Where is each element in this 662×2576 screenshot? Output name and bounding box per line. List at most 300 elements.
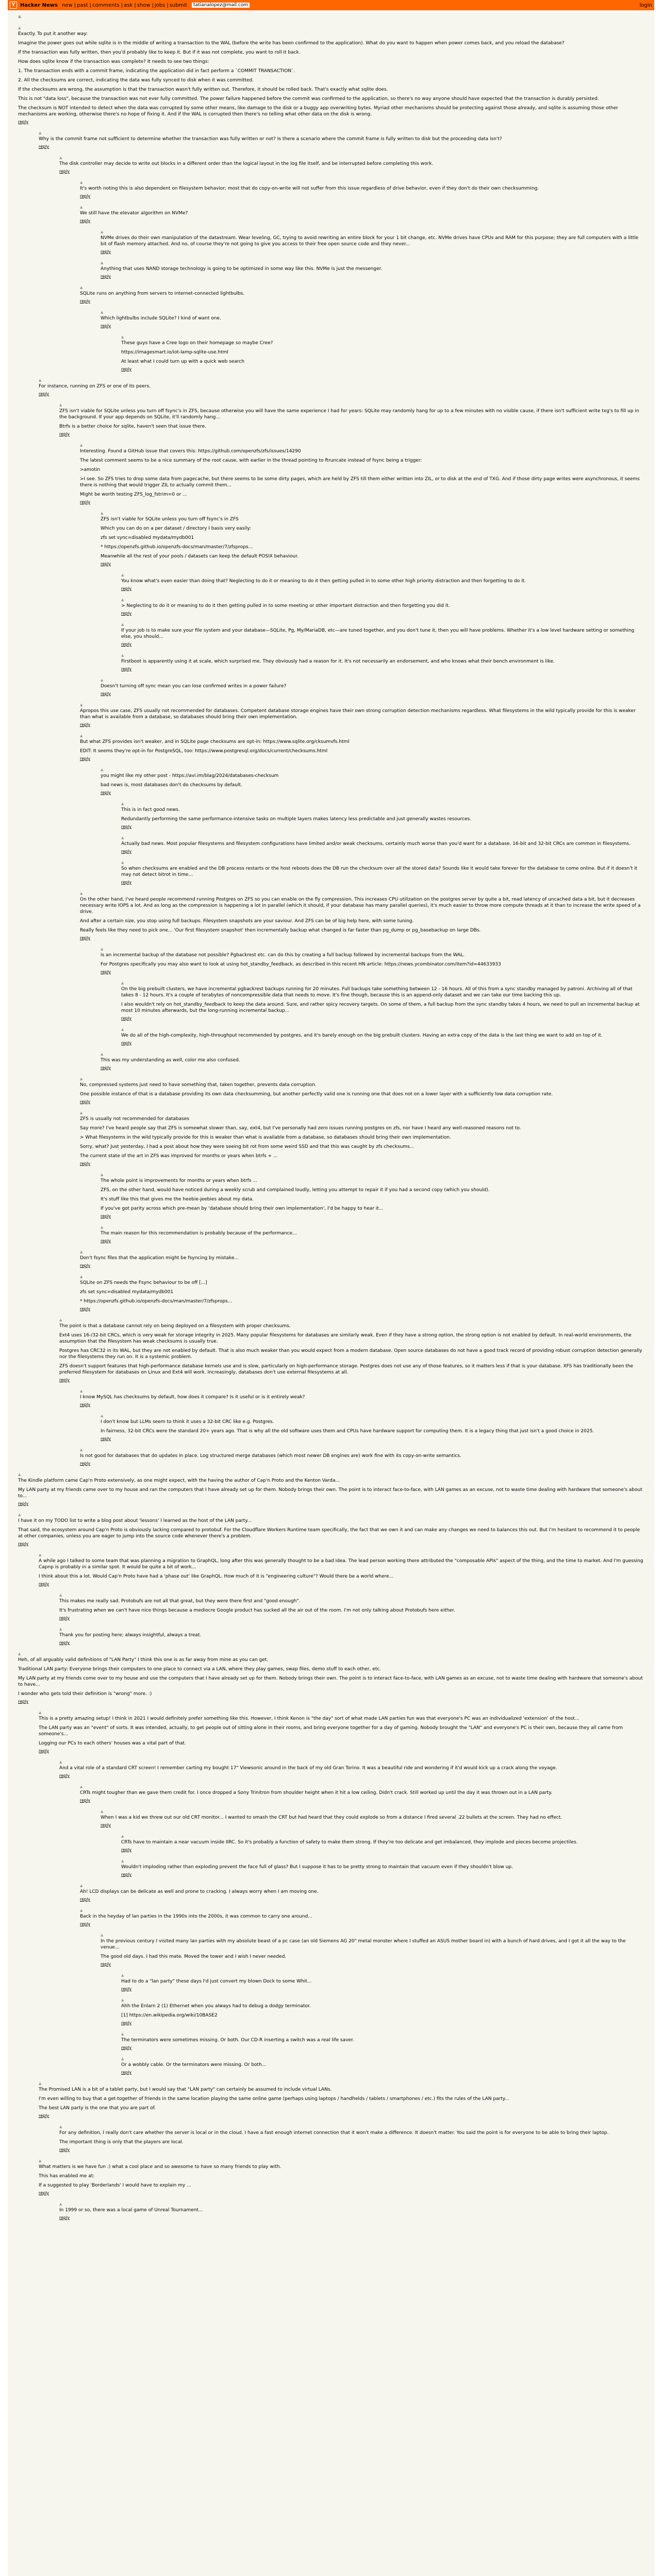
comment-header xyxy=(59,1626,644,1632)
comment-header xyxy=(80,1388,644,1394)
site-name[interactable]: Hacker News xyxy=(20,2,58,8)
comment-paragraph: ZFS doesn't support features that high-performance database kernels use and is slow, particularly on high-performance storage. Postgres does not use any of those features, so it matters less if that is your database. XFS has traditionally been the preferred filesystem for databases on Linux and Ext4 will work. Increasingly, databases don't use external filesystems at all. xyxy=(59,1364,634,1375)
comment-body xyxy=(101,315,644,321)
upvote-icon[interactable]: ▲ xyxy=(39,2159,42,2163)
upvote-icon[interactable]: ▲ xyxy=(121,836,124,840)
comment-header xyxy=(39,2158,644,2164)
comment-body xyxy=(59,1323,644,1376)
comment xyxy=(121,860,644,888)
comment xyxy=(101,767,644,798)
upvote-icon[interactable]: ▲ xyxy=(80,734,83,738)
comment-header xyxy=(80,891,644,896)
comment xyxy=(39,1552,644,1589)
comment-paragraph: Sorry, what? Just yesterday, I had a post about how they were seeing bit rot from some weird SSD and that this was caught by zfs checksums... xyxy=(80,1144,415,1149)
comment xyxy=(121,980,644,1024)
upvote-icon[interactable]: ▲ xyxy=(18,14,22,19)
nav-link-show[interactable]: show xyxy=(137,2,151,8)
upvote-icon[interactable]: ▲ xyxy=(80,1111,83,1115)
reply-link[interactable]: reply xyxy=(39,1749,49,1753)
comment-paragraph: Imagine the power goes out while sqlite is in the middle of writing a transaction to the WAL (before the write has been confirmed to the application). What do you want to happen when power comes back, and you reload the database? xyxy=(18,41,565,46)
reply-link[interactable]: reply xyxy=(101,324,111,328)
upvote-icon[interactable]: ▲ xyxy=(80,1250,83,1254)
comment-body xyxy=(80,1082,644,1097)
reply-link[interactable]: reply xyxy=(101,790,111,795)
comment-paragraph: But what ZFS provides isn't weaker, and in SQLite page checksums are opt-in: https://www.sqlite.org/cksumvfs.html xyxy=(80,739,350,744)
upvote-icon[interactable]: ▲ xyxy=(18,26,21,30)
comment-paragraph: > What filesystems in the wild typically provide for this is weaker than what is available from a database, so databases should bring their own implementation. xyxy=(80,1135,451,1140)
upvote-icon[interactable]: ▲ xyxy=(121,653,124,657)
comment-paragraph: We still have the elevator algorithm on NVMe? xyxy=(80,211,188,216)
comment xyxy=(80,443,644,507)
comment-paragraph: 1. The transaction ends with a commit frame, indicating the application did in fact perform a `COMMIT TRANSACTION`. xyxy=(18,69,295,74)
upvote-icon[interactable]: ▲ xyxy=(39,378,42,382)
comment-paragraph: Firstboot is apparently using it at scale, which surprised me. They obviously had a reason for it. It's not necessarily an endorsement, and who knows what their bench environment is like. xyxy=(121,659,555,664)
upvote-icon[interactable]: ▲ xyxy=(101,1414,104,1418)
nav-link-submit[interactable]: submit xyxy=(169,2,188,8)
reply-link[interactable]: reply xyxy=(121,1016,132,1021)
upvote-icon[interactable]: ▲ xyxy=(59,1760,62,1764)
comment-header xyxy=(121,1973,644,1978)
comment-header xyxy=(101,946,644,952)
reply-link[interactable]: reply xyxy=(59,169,70,174)
reply-link[interactable]: reply xyxy=(18,1699,29,1704)
comment-paragraph: The disk controller may decide to write out blocks in a different order than the logical layout in the log file itself, and be interrupted before completing this work. xyxy=(59,161,434,166)
upvote-icon[interactable]: ▲ xyxy=(80,1908,83,1912)
upvote-icon[interactable]: ▲ xyxy=(59,1627,62,1631)
comment xyxy=(121,1834,644,1855)
upvote-icon[interactable]: ▲ xyxy=(18,1472,21,1477)
upvote-icon[interactable]: ▲ xyxy=(121,2032,124,2036)
reply-link[interactable]: reply xyxy=(101,1823,111,1827)
comment xyxy=(121,334,644,375)
reply-link[interactable]: reply xyxy=(121,880,132,885)
comment-paragraph: Thank you for posting here; always insightful, always a treat. xyxy=(59,1633,202,1638)
reply-link[interactable]: reply xyxy=(39,1582,49,1586)
upvote-icon[interactable]: ▲ xyxy=(80,891,83,895)
upvote-icon[interactable]: ▲ xyxy=(59,2125,62,2129)
reply-link[interactable]: reply xyxy=(121,667,132,671)
upvote-icon[interactable]: ▲ xyxy=(121,860,124,865)
reply-link[interactable]: reply xyxy=(121,2070,132,2075)
comment-paragraph: SQLite on ZFS needs the Fsync behaviour to be off [...] xyxy=(80,1280,207,1285)
nav-separator: | xyxy=(167,2,169,8)
reply-link[interactable]: reply xyxy=(18,1501,29,1506)
reply-link[interactable]: reply xyxy=(121,824,132,829)
reply-link[interactable]: reply xyxy=(121,1848,132,1852)
comment-header xyxy=(121,835,644,841)
comment-paragraph: Apropos this use case, ZFS usually not recommended for databases. Competent database storage engines have their own strong corruption detection mechanisms regardless. What filesystems in the wild typically provide for this is weaker than what is available from a database, so databases should bring their own implementation. xyxy=(80,708,636,720)
comment-body xyxy=(121,2037,644,2043)
upvote-icon[interactable]: ▲ xyxy=(121,981,124,985)
comment-paragraph: Interesting. Found a GitHub issue that covers this: https://github.com/openzfs/zfs/issues/14290 xyxy=(80,449,301,454)
comment-paragraph: Meanwhile all the rest of your pools / datasets can keep the default POSIX behaviour. xyxy=(101,554,299,559)
comment-paragraph: For any definition, I really don't care whether the server is local or in the cloud. I have a fast enough internet connection that it won't make a difference. It doesn't matter. You said the point is for everyone to be able to bring their laptop. xyxy=(59,2130,609,2136)
comment-header xyxy=(80,285,644,291)
upvote-icon[interactable]: ▲ xyxy=(121,2057,124,2061)
reply-link[interactable]: reply xyxy=(80,1099,91,1104)
reply-link[interactable]: reply xyxy=(80,936,91,940)
comment xyxy=(18,1651,644,1707)
upvote-icon[interactable]: ▲ xyxy=(80,703,83,707)
comment xyxy=(39,2081,644,2121)
upvote-icon[interactable]: ▲ xyxy=(121,1998,124,2002)
comment-body xyxy=(80,185,644,192)
comment xyxy=(59,402,644,439)
comment-header xyxy=(101,1052,644,1057)
upvote-icon[interactable]: ▲ xyxy=(121,1027,124,1031)
comment-header xyxy=(80,1249,644,1255)
upvote-icon[interactable]: ▲ xyxy=(18,1513,21,1517)
comment xyxy=(101,260,644,282)
comment-body xyxy=(59,2130,644,2145)
comment-paragraph: And after a certain size, you stop using full backups. Filesystem snapshots are your saviour. And ZFS can be of big help here, with some tuning. xyxy=(80,919,414,924)
comment xyxy=(80,1076,644,1107)
comment-paragraph: ZFS is usually not recommended for databases xyxy=(80,1116,189,1122)
upvote-icon[interactable]: ▲ xyxy=(121,802,124,806)
comment-body xyxy=(121,1032,644,1039)
upvote-icon[interactable]: ▲ xyxy=(39,131,42,135)
upvote-icon[interactable]: ▲ xyxy=(101,1225,104,1229)
comment-body xyxy=(18,31,644,117)
upvote-icon[interactable]: ▲ xyxy=(18,1652,21,1656)
reply-link[interactable]: reply xyxy=(80,1922,91,1926)
reply-link[interactable]: reply xyxy=(80,722,91,727)
comment-paragraph: I think about this a lot. Would Cap'n Proto have had a 'phase out' like GraphQL. How much of it is "engineering culture"? Would there be a world where... xyxy=(39,1574,394,1579)
comment-paragraph: The Promised LAN is a bit of a tablet party, but I would say that "LAN party" can certainly be assumed to include virtual LANs. xyxy=(39,2087,332,2092)
comment-body xyxy=(121,658,644,665)
reply-link[interactable]: reply xyxy=(121,849,132,854)
upvote-icon[interactable]: ▲ xyxy=(101,261,104,265)
upvote-icon[interactable]: ▲ xyxy=(59,156,62,160)
reply-link[interactable]: reply xyxy=(80,500,91,504)
upvote-icon[interactable]: ▲ xyxy=(121,1834,124,1838)
upvote-icon[interactable]: ▲ xyxy=(101,310,104,314)
upvote-icon[interactable]: ▲ xyxy=(80,1884,83,1888)
upvote-icon[interactable]: ▲ xyxy=(39,2081,42,2086)
reply-link[interactable]: reply xyxy=(80,218,91,223)
comment xyxy=(121,1997,644,2028)
comment-paragraph: That said, the ecosystem around Cap'n Proto is obviously lacking compared to protobuf. For the Cloudflare Workers Runtime team specifically, the fact that we own it and can make any changes we need to balances this out. But I'm hesitant to recommend it to people at other companies, unless you are eager to jump into the source code whenever there's a problem. xyxy=(18,1528,640,1539)
upvote-icon[interactable]: ▲ xyxy=(80,1275,83,1279)
comment-paragraph: I wonder who gets told their definition is "wrong" more. :) xyxy=(18,1691,152,1697)
comment xyxy=(101,229,644,257)
comment-paragraph: Traditional LAN party: Everyone brings their computers to one place to connect via a LAN, where they play games, swap files, demo stuff to each other, etc. xyxy=(18,1667,382,1672)
reply-link[interactable]: reply xyxy=(121,642,132,647)
upvote-icon[interactable]: ▲ xyxy=(101,1173,104,1177)
upvote-icon[interactable]: ▲ xyxy=(80,180,83,184)
comment-paragraph: ZFS, on the other hand, would have noticed during a weekly scrub and complained loudly, letting you attempt to repair it if you had a second copy (which you should). xyxy=(101,1188,490,1193)
upvote-icon[interactable]: ▲ xyxy=(80,1389,83,1393)
reply-link[interactable]: reply xyxy=(80,1161,91,1166)
comment xyxy=(101,1225,644,1246)
comment-paragraph: For instance, running on ZFS or one of its peers. xyxy=(39,384,151,389)
nav-link-comments[interactable]: comments xyxy=(92,2,120,8)
comment-header xyxy=(101,310,644,315)
comment-paragraph: When I was a kid we threw out our old CRT monitor... I wanted to smash the CRT but had heard that they could explode so from a distance I fired several .22 bullets at the screen. They had no effect. xyxy=(101,1815,562,1820)
comment-paragraph: The main reason for this recommendation is probably because of the performance... xyxy=(101,1231,297,1236)
reply-link[interactable]: reply xyxy=(59,1378,70,1382)
user-email: tatianalopez@mail.com xyxy=(192,3,250,8)
comment xyxy=(80,733,644,764)
comment xyxy=(121,1973,644,1994)
reply-link[interactable]: reply xyxy=(101,274,111,279)
comment-header xyxy=(80,702,644,708)
reply-link[interactable]: reply xyxy=(121,2045,132,2050)
upvote-icon[interactable]: ▲ xyxy=(59,2202,62,2206)
comment-header xyxy=(59,1592,644,1598)
nav-separator: | xyxy=(74,2,76,8)
reply-link[interactable]: reply xyxy=(59,432,70,436)
nav-link-ask[interactable]: ask xyxy=(124,2,133,8)
comment-paragraph: Ahh the Enlarn 2 (1) Ethernet when you always had to debug a dodgy terminator. xyxy=(121,2004,311,2009)
comment-body xyxy=(80,1116,644,1159)
reply-link[interactable]: reply xyxy=(101,1214,111,1218)
upvote-icon[interactable]: ▲ xyxy=(121,598,124,602)
comment-paragraph: In fairness, 32-bit CRCs were the standard 20+ years ago. That is why all the old software uses them and CPUs have hardware support for computing them. It is a legacy thing that just isn't a good choice in 2025. xyxy=(101,1429,594,1434)
nav-link-new[interactable]: new xyxy=(61,2,73,8)
reply-link[interactable]: reply xyxy=(39,144,49,149)
comment-paragraph: Redundantly performing the same performance-intensive tasks on multiple layers makes latency less predictable and just generally wastes resources. xyxy=(121,817,472,822)
upvote-icon[interactable]: ▲ xyxy=(101,1052,104,1056)
reply-link[interactable]: reply xyxy=(80,1307,91,1311)
comment xyxy=(80,891,644,943)
comment-body xyxy=(39,136,644,142)
upvote-icon[interactable]: ▲ xyxy=(121,622,124,626)
comment-header xyxy=(39,2081,644,2087)
reply-link[interactable]: reply xyxy=(80,1402,91,1407)
comment-header xyxy=(59,1759,644,1765)
reply-link[interactable]: reply xyxy=(59,1773,70,1778)
comment-body xyxy=(59,2207,644,2213)
comment xyxy=(101,1413,644,1444)
reply-link[interactable]: reply xyxy=(80,756,91,761)
reply-link[interactable]: reply xyxy=(101,970,111,974)
comment xyxy=(39,2158,644,2198)
comment-header xyxy=(80,1076,644,1082)
y-logo-icon[interactable]: Y xyxy=(10,2,17,9)
upvote-icon[interactable]: ▲ xyxy=(101,947,104,951)
comment-header xyxy=(59,402,644,408)
comment xyxy=(121,2031,644,2053)
comment xyxy=(80,180,644,201)
comment-body xyxy=(80,1889,644,1895)
comment-header xyxy=(80,205,644,210)
comment-header xyxy=(121,2056,644,2062)
comment-body xyxy=(101,683,644,689)
upvote-icon[interactable]: ▲ xyxy=(39,1553,42,1557)
reply-link[interactable]: reply xyxy=(59,1616,70,1620)
comment-paragraph: No, compressed systems just need to have something that, taken together, prevents data corruption. xyxy=(80,1082,317,1088)
comment-header xyxy=(80,180,644,185)
reply-link[interactable]: reply xyxy=(101,562,111,566)
comment-body xyxy=(80,1280,644,1304)
comment-paragraph: Had to do a "lan party" these days I'd just convert my blown Dock to some Whit... xyxy=(121,1979,312,1984)
reply-link[interactable]: reply xyxy=(101,1239,111,1243)
comment xyxy=(121,835,644,857)
reply-link[interactable]: reply xyxy=(80,1461,91,1466)
comment-header xyxy=(80,1883,644,1889)
comment-paragraph: It's worth noting this is also dependent on filesystem behavior; most that do copy-on-write will not suffer from this issue regardless of drive behavior, even if they don't do their own checksumming. xyxy=(80,186,539,191)
comment-paragraph: Might be worth testing ZFS_log_fstrim=0 or ... xyxy=(80,492,187,497)
comment-paragraph: NVMe drives do their own manipulation of the datastream. Wear leveling, GC, trying to avoid rewriting an entire block for your 1 bit change, etc. NVMe drives have CPUs and RAM for this purpose; they are full computers with a little bit of flash memory attached. And no, of course they're not going to give you access to their free open source code and they never... xyxy=(101,235,639,247)
reply-link[interactable]: reply xyxy=(18,1541,29,1546)
reply-link[interactable]: reply xyxy=(121,1872,132,1877)
comment-paragraph: The point is that a database cannot rely on being deployed on a filesystem with proper checksums. xyxy=(59,1324,291,1329)
comment-paragraph: In the previous century I visited many lan parties with my absolute beast of a pc case (an old Siemens AG 20" metal monster where I stuffed an ASUS mother board in) with a bunch of hard drives, and I got it all the way to the venue... xyxy=(101,1939,626,1950)
comment xyxy=(121,801,644,832)
reply-link[interactable]: reply xyxy=(101,249,111,254)
comment xyxy=(39,1710,644,1756)
comment-header xyxy=(101,260,644,266)
reply-link[interactable]: reply xyxy=(101,1962,111,1967)
comment-paragraph: The checksum is NOT intended to detect when the data was corrupted by some other means, like damage to the disk or a buggy app overwriting bytes. Myriad other mechanisms should be protecting against those already, and sqlite is assuming those other mechanisms are working, otherwise there's no hope of fixing it. And if the WAL is corrupted then there's no telling what other data on the disk is wrong. xyxy=(18,106,618,117)
upvote-icon[interactable]: ▲ xyxy=(121,335,124,339)
comment-paragraph: https://imagesmart.io/iot-lamp-sqlite-use.html xyxy=(121,350,228,355)
comment-body xyxy=(101,1938,644,1960)
comment-paragraph: If the transaction was fully written, then you'd probably like to keep it. But if it was not complete, you want to roll it back. xyxy=(18,50,301,55)
comment-paragraph: Btrfs is a better choice for sqlite, haven't seen that issue there. xyxy=(59,424,207,429)
upvote-icon[interactable]: ▲ xyxy=(80,1448,83,1452)
comment-header xyxy=(80,1274,644,1280)
comment-body xyxy=(59,408,644,430)
upvote-icon[interactable]: ▲ xyxy=(101,511,104,515)
reply-link[interactable]: reply xyxy=(80,299,91,303)
comment-paragraph: * https://openzfs.github.io/openzfs-docs/man/master/7/zfsprops... xyxy=(80,1299,233,1304)
comment xyxy=(101,946,644,977)
comment-paragraph: Wouldn't imploding rather than exploding prevent the face full of glass? But I suppose it has to be pretty strong to maintain that vacuum even if they shouldn't blow up. xyxy=(121,1865,513,1870)
reply-link[interactable]: reply xyxy=(39,2191,49,2195)
comment xyxy=(39,378,644,399)
reply-link[interactable]: reply xyxy=(80,1897,91,1902)
comment-body xyxy=(80,896,644,934)
comment-paragraph: These guys have a Cree logo on their homepage so maybe Cree? xyxy=(121,341,273,346)
comment-paragraph: How does sqlite know if the transaction was complete? It needs to see two things: xyxy=(18,59,209,64)
upvote-icon[interactable]: ▲ xyxy=(101,1809,104,1814)
upvote-icon[interactable]: ▲ xyxy=(121,573,124,577)
comment-paragraph: bad news is, most databases don't do checksums by default. xyxy=(101,783,242,788)
upvote-icon[interactable]: ▲ xyxy=(121,1859,124,1863)
reply-link[interactable]: reply xyxy=(80,194,91,198)
nav-link-jobs[interactable]: jobs xyxy=(154,2,166,8)
upvote-icon[interactable]: ▲ xyxy=(80,1785,83,1789)
comment xyxy=(101,310,644,331)
upvote-icon[interactable]: ▲ xyxy=(80,443,83,447)
comment xyxy=(18,1472,644,1509)
comment-paragraph: you might like my other post - https://avi.im/blag/2024/databases-checksum xyxy=(101,773,279,778)
upvote-icon[interactable]: ▲ xyxy=(59,1318,62,1322)
comment-paragraph: This has enabled me at: xyxy=(39,2174,95,2179)
comment-paragraph: We do all of the high-complexity, high-throughput recommended by postgres, and it's barely enough on the big prebuilt clusters. Having an extra copy of the data is the last thing we want to add on top of it. xyxy=(121,1033,603,1038)
comment-tree xyxy=(8,25,654,2223)
comment-paragraph: The latest comment seems to be a nice summary of the root cause, with earlier in the thread pointing to ftruncate instead of fsync being a trigger: xyxy=(80,458,422,463)
comment-header xyxy=(101,1809,644,1815)
comment-paragraph: I don't know but LLMs seem to think it uses a 32-bit CRC like e.g. Postgres. xyxy=(101,1419,274,1425)
reply-link[interactable]: reply xyxy=(101,1436,111,1441)
upvote-icon[interactable]: ▲ xyxy=(101,230,104,234)
reply-link[interactable]: reply xyxy=(39,392,49,396)
comment-body xyxy=(121,807,644,822)
reply-link[interactable]: reply xyxy=(121,586,132,591)
upvote-icon[interactable]: ▲ xyxy=(101,1933,104,1937)
comment xyxy=(80,285,644,307)
reply-link[interactable]: reply xyxy=(121,367,132,371)
comment-header xyxy=(59,155,644,161)
reply-link[interactable]: reply xyxy=(39,2113,49,2118)
reply-link[interactable]: reply xyxy=(59,1640,70,1645)
comment xyxy=(59,1317,644,1385)
comment-paragraph: At least what I could turn up with a quick web search xyxy=(121,359,244,364)
upvote-icon[interactable]: ▲ xyxy=(80,1077,83,1081)
upvote-icon[interactable]: ▲ xyxy=(59,403,62,407)
comment-paragraph: CRTs have to maintain a near vacuum inside IIRC. So it's probably a function of safety to make them strong. If they're too delicate and get imbalanced, they implode and pieces become projectiles. xyxy=(121,1840,578,1845)
reply-link[interactable]: reply xyxy=(101,1065,111,1070)
comment-paragraph: If a suggested to play 'Borderlands' I would have to explain my ... xyxy=(39,2183,191,2188)
upvote-icon[interactable]: ▲ xyxy=(80,285,83,290)
reply-link[interactable]: reply xyxy=(121,1041,132,1045)
comment-header xyxy=(80,733,644,739)
upvote-icon[interactable]: ▲ xyxy=(59,1593,62,1597)
comment-body xyxy=(80,448,644,498)
comment-paragraph: If the checksums are wrong, the assumption is that the transaction wasn't fully written out. Therefore, it should be rolled back. That's exactly what sqlite does. xyxy=(18,87,388,92)
comment xyxy=(101,1933,644,1970)
comment-paragraph: I also wouldn't rely on hot_standby_feedback to keep the data around. Sure, and rather spicy recovery targets. On some of them, a full backup from the sync standby takes 4 hours, we need to pull an incremental backup at most 10 minutes afterwards, but the long-running incremental backup... xyxy=(121,1002,640,1013)
reply-link[interactable]: reply xyxy=(80,1798,91,1803)
comment xyxy=(101,677,644,699)
comment xyxy=(59,2201,644,2223)
reply-link[interactable]: reply xyxy=(121,2021,132,2025)
upvote-icon[interactable]: ▲ xyxy=(101,768,104,772)
comment xyxy=(18,1512,644,1549)
comment-paragraph: If you've got parity across which pre-mean by 'database should bring their own implementation', I'd be happy to hear it... xyxy=(101,1206,384,1211)
upvote-icon[interactable]: ▲ xyxy=(101,678,104,682)
comment xyxy=(80,1274,644,1314)
upvote-icon[interactable]: ▲ xyxy=(39,1710,42,1715)
comment-body xyxy=(80,1394,644,1400)
comment-paragraph: Don't fsync files that the application might be fsyncing by mistake... xyxy=(80,1256,239,1261)
comment-body xyxy=(80,1790,644,1796)
reply-link[interactable]: reply xyxy=(121,611,132,616)
comment-paragraph: Doesn't turning off sync mean you can lose confirmed writes in a power failure? xyxy=(101,684,287,689)
comment-paragraph: Exactly. To put it another way: xyxy=(18,31,88,37)
comment xyxy=(101,1172,644,1222)
comment xyxy=(80,702,644,730)
comment-header xyxy=(80,1447,644,1453)
comment xyxy=(80,1883,644,1905)
comment-paragraph: I'm even willing to buy that a get-together of friends in the same location playing the same online game (perhaps using laptops / handhelds / tablets / smartphones / etc.) fits the rules of the LAN party... xyxy=(39,2096,509,2102)
comment-paragraph: This is in fact good news. xyxy=(121,807,180,812)
comment-paragraph: > Neglecting to do it or meaning to do it then getting pulled in to some meeting or other important distraction and then forgetting you did it. xyxy=(121,603,450,608)
reply-link[interactable]: reply xyxy=(80,1263,91,1268)
comment-header xyxy=(101,767,644,773)
top-bar xyxy=(8,0,654,10)
comment-body xyxy=(101,773,644,788)
comment-header xyxy=(101,1172,644,1178)
comment-paragraph: Postgres has CRC32 in its WAL, but they are not enabled by default. That is also much weaker than you would expect from a modern database. Open source databases do not have a good track record of providing robust corruption detection generally nor the filesystems they run on. It is a systemic problem. xyxy=(59,1348,642,1360)
nav-link-past[interactable]: past xyxy=(77,2,88,8)
reply-link[interactable]: reply xyxy=(18,120,29,124)
comment-paragraph: Which you can do on a per dataset / directory I basis very easily: xyxy=(101,526,251,531)
login-link[interactable]: login xyxy=(639,2,652,8)
comment-header xyxy=(59,1317,644,1323)
reply-link[interactable]: reply xyxy=(59,2147,70,2152)
reply-link[interactable]: reply xyxy=(121,1987,132,1991)
upvote-icon[interactable]: ▲ xyxy=(80,205,83,209)
reply-link[interactable]: reply xyxy=(59,2215,70,2220)
comment-header xyxy=(121,801,644,807)
upvote-icon[interactable]: ▲ xyxy=(121,1973,124,1977)
reply-link[interactable]: reply xyxy=(101,691,111,696)
nav-separator: | xyxy=(121,2,123,8)
